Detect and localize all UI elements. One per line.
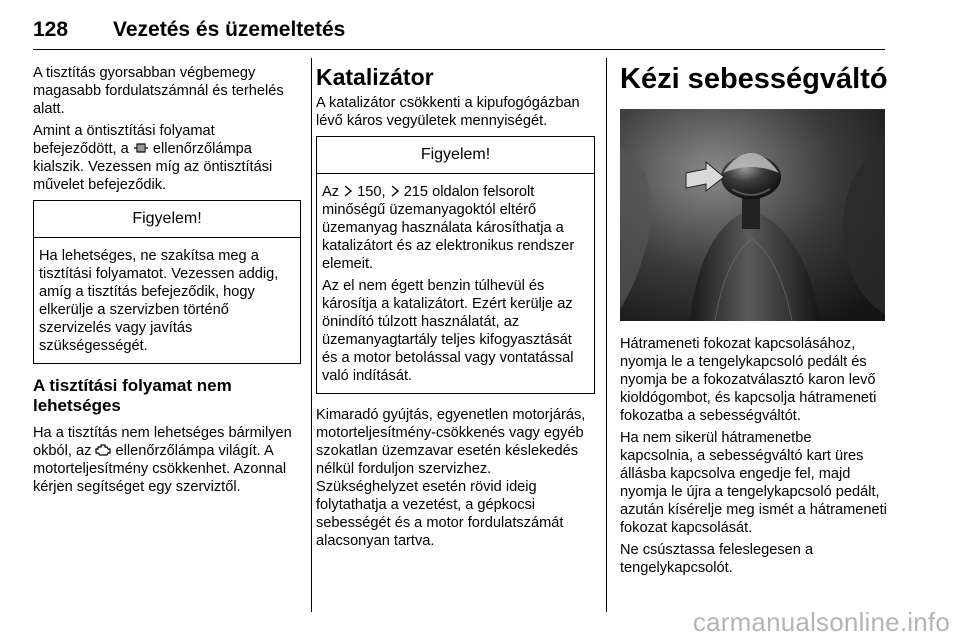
section-heading: Katalizátor [316,64,434,90]
subheading: A tisztítási folyamat nem lehetséges [33,376,232,415]
paragraph: Ha a tisztítás nem lehetséges bármilyen okból, az ellenőrzőlámpa világít. A motorteljesítmény csökkenhet. Azonnal kérjen segítséget egy szerviztől. [33,425,292,495]
column-left [33,64,301,500]
particulate-filter-lamp-icon [133,140,149,156]
paragraph: Ha nem sikerül hátramenetbe kapcsolnia, a sebességváltó kart üres állásba kapcsolva engedje fel, majd nyomja le újra a tengelykapcsoló pedált, azután kísérelje meg ismét a hátrameneti fokozat kapcsolását. [620,430,887,536]
column-middle [316,64,595,554]
notice-box [33,200,301,364]
gear-shift-photo [620,109,885,321]
column-right [620,64,888,581]
running-title: Vezetés és üzemeltetés [113,18,346,41]
notice-text: Ha lehetséges, ne szakítsa meg a tisztítási folyamatot. Vezessen addig, amíg a tisztítás befejeződik, hogy elkerülje a szervizben történő szervizelés vagy javítás szükségességét. [39,248,279,354]
column-divider [606,58,607,612]
paragraph: Ne csúsztassa feleslegesen a tengelykapcsolót. [620,542,814,576]
notice-title: Figyelem! [34,201,300,238]
notice-box [316,136,595,394]
page-reference-arrow-icon[interactable] [390,185,400,197]
page-header [33,10,885,50]
paragraph: Kimaradó gyújtás, egyenetlen motorjárás, motorteljesítmény-csökkenés vagy egyéb szokatlan üzemzavar esetén késlekedés nélkül forduljon szervizhez. Szükséghelyzet esetén rövid ideig folytathatja a vezetést, a gépkocsi sebességét és a motor fordulatszámát alacsonyan tartva. [316,407,586,549]
paragraph: Hátrameneti fokozat kapcsolásához, nyomja le a tengelykapcsoló pedált és nyomja be a fokozatválasztó karon levő kioldógombot, és kapcsolja hátrameneti fokozatba a sebességváltót. [620,336,877,424]
page-reference[interactable]: 150 [357,184,382,200]
paragraph: A tisztítás gyorsabban végbemegy magasabb fordulatszámnál és terhelés alatt. [33,65,284,117]
paragraph: A katalizátor csökkenti a kipufogógázban lévő káros vegyületek mennyiségét. [316,95,580,129]
notice-text: Az el nem égett benzin túlhevül és károsítja a katalizátort. Ezért kerülje az önindító túlzott használatát, az üzemanyagtartály teljes kifogyasztását és a motor betolással vagy vontatással való indítását. [322,278,574,384]
notice-text: Az 150, 215 oldalon felsorolt minőségű üzemanyagoktól eltérő üzemanyag használata károsíthatja a katalizátort és az elektronikus rendszer elemeit. [322,184,575,272]
notice-title: Figyelem! [317,137,594,174]
page-number: 128 [33,18,69,41]
engine-check-lamp-icon [95,442,111,458]
section-heading: Kézi sebességváltó [620,63,888,95]
page-reference[interactable]: 215 [403,184,429,200]
watermark: carmanualsonline.info [692,607,950,637]
page-reference-arrow-icon[interactable] [343,185,353,197]
paragraph: Amint a öntisztítási folyamat befejeződött, a ellenőrzőlámpa kialszik. Vezessen míg az öntisztítási művelet befejeződik. [33,123,273,193]
column-divider [311,58,312,612]
